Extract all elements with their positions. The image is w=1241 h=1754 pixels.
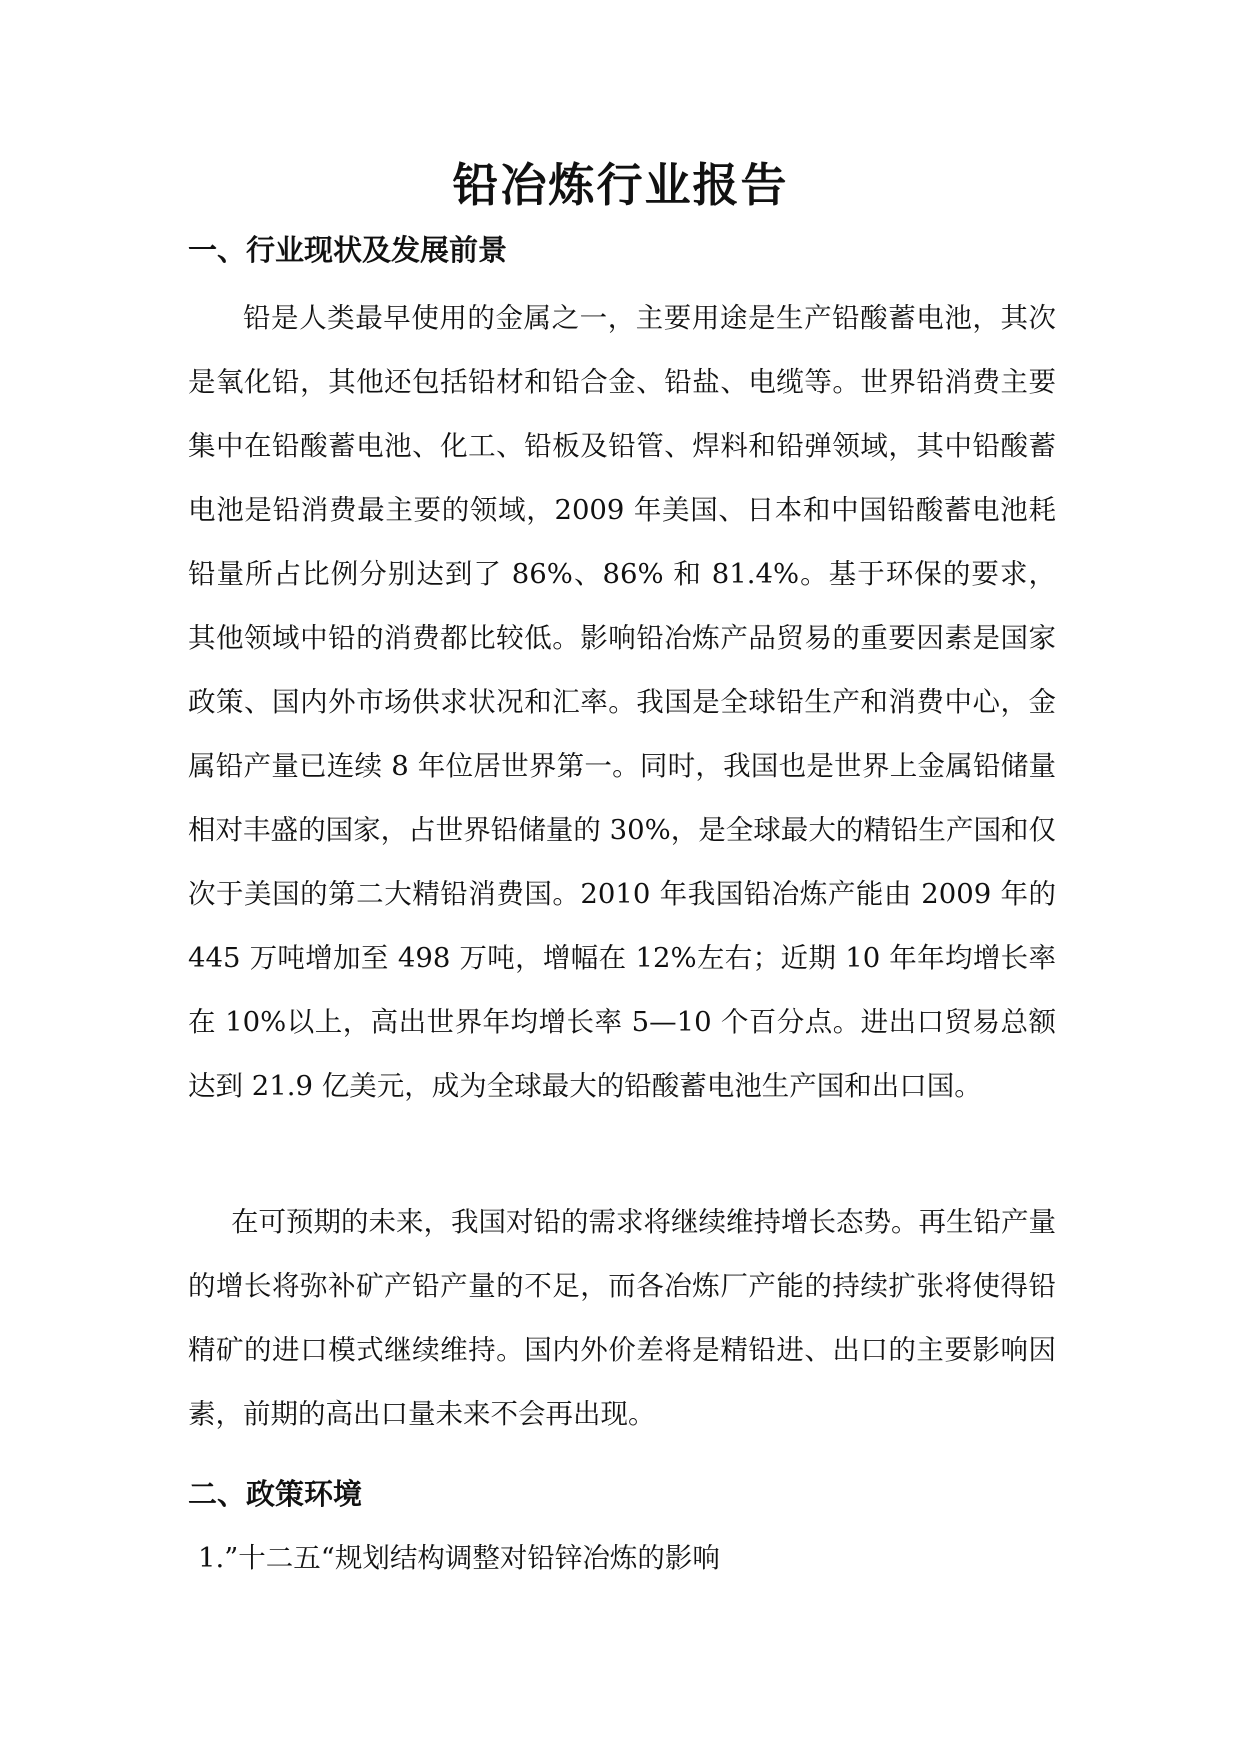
paragraph-lead-overview: 铅是人类最早使用的金属之一，主要用途是生产铅酸蓄电池，其次是氧化铅，其他还包括铅材和铅合金、铅盐、电缆等。世界铅消费主要集中在铅酸蓄电池、化工、铅板及铅管、焊料和铅弹领域，其中铅酸蓄电池是铅消费最主要的领域，2009 年美国、日本和中国铅酸蓄电池耗铅量所占比例分别达到了 86%、86% 和 81.4%。基于环保的要求，其他领域中铅的消费都比较低。影响铅冶炼产品贸易的重要因素是国家政策、国内外市场供求状况和汇率。我国是全球铅生产和消费中心，金属铅产量已连续 8 年位居世界第一。同时，我国也是世界上金属铅储量相对丰盛的国家，占世界铅储量的 30%，是全球最大的精铅生产国和仅次于美国的第二大精铅消费国。2010 年我国铅冶炼产能由 2009 年的 445 万吨增加至 498 万吨，增幅在 12%左右；近期 10 年年均增长率在 10%以上，高出世界年均增长率 5—10 个百分点。进出口贸易总额达到 21.9 亿美元，成为全球最大的铅酸蓄电池生产国和出口国。 (188, 302, 1056, 1102)
subsection-item-five-year-plan: 1.”十二五“规划结构调整对铅锌冶炼的影响 (198, 1542, 720, 1574)
section-heading-policy-environment: 二、政策环境 (188, 1477, 363, 1511)
page-title: 铅冶炼行业报告 (452, 158, 789, 212)
paragraph-future-outlook: 在可预期的未来，我国对铅的需求将继续维持增长态势。再生铅产量的增长将弥补矿产铅产量的不足，而各冶炼厂产能的持续扩张将使得铅精矿的进口模式继续维持。国内外价差将是精铅进、出口的主要影响因素，前期的高出口量未来不会再出现。 (188, 1206, 1056, 1430)
section-heading-industry-status: 一、行业现状及发展前景 (188, 233, 508, 267)
